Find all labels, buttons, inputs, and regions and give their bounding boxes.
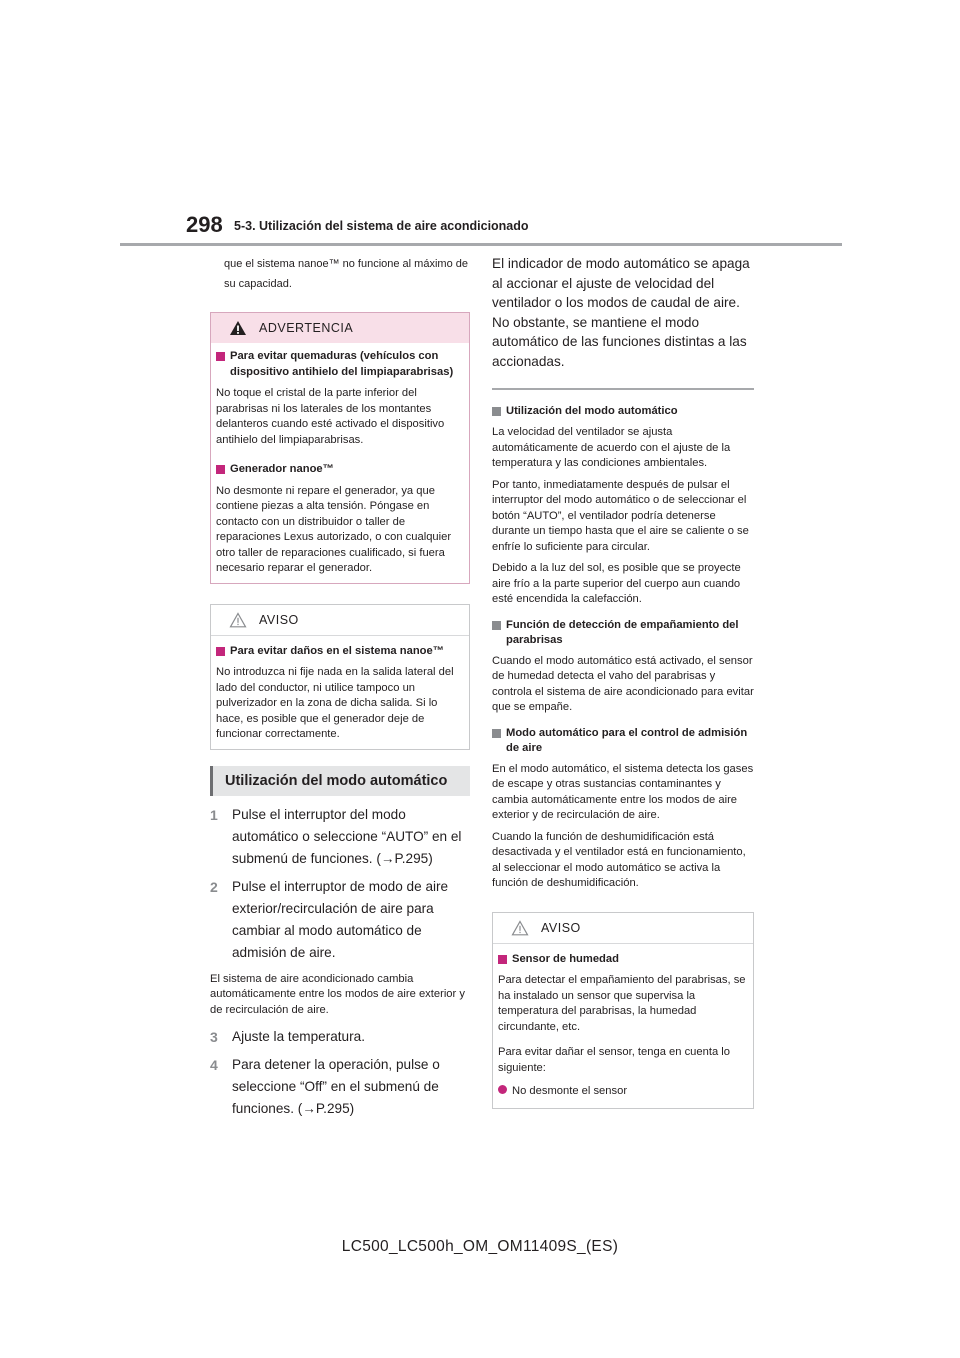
sub2-paragraph: Cuando el modo automático está activado, el sensor de humedad detecta el vaho del parabrisas y controla el sistema de aire acondicionado para evitar que se empañe.: [492, 654, 754, 714]
warning-item1-heading: Para evitar quemaduras (vehículos con dispositivo antihielo del limpiaparabrisas): [216, 349, 464, 380]
step-number: 3: [210, 1029, 218, 1045]
step-item: [210, 1054, 470, 1120]
step-item: [210, 804, 470, 870]
sub1-heading: Utilización del modo automático: [492, 404, 754, 420]
caution-box-right: [492, 912, 754, 1109]
caution-box-body: [493, 944, 753, 1108]
square-bullet-icon: [216, 647, 225, 656]
caution-heading: Para evitar daños en el sistema nanoe™: [216, 644, 464, 660]
warning-box-body: [211, 343, 469, 583]
sub3-paragraph: En el modo automático, el sistema detecta los gases de escape y otras sustancias contaminantes y cambia automáticamente entre los modos de aire exterior y de recirculación de aire.: [492, 762, 754, 822]
footer-code: LC500_LC500h_OM_OM11409S_(ES): [341, 1238, 619, 1255]
caution-box-left: [210, 604, 470, 750]
warning-item2-text: No desmonte ni repare el generador, ya que contiene piezas a alta tensión. Póngase en contacto con un distribuidor o taller de reparaciones Lexus autorizado, o con cualquier otro taller de reparaciones cualificado, si fuera necesario reparar el generador.: [216, 484, 452, 574]
square-bullet-icon: [498, 955, 507, 964]
section-title: Utilización del modo automático: [210, 766, 470, 796]
warning-box-header: [211, 313, 469, 343]
caution-title: AVISO: [541, 920, 581, 935]
caution-paragraph: Para detectar el empañamiento del parabrisas, se ha instalado un sensor que supervisa la temperatura del parabrisas, la humedad circundante, etc.: [498, 974, 746, 1033]
sub1-paragraph: La velocidad del ventilador se ajusta automáticamente de acuerdo con el ajuste de la temperatura y las condiciones ambientales.: [492, 426, 731, 470]
caution-text: No introduzca ni fije nada en la salida lateral del lado del conductor, ni utilice tampoco un pulverizador en la zona de dicha salida. Si lo hace, es posible que el generador deje de funcionar correctamente.: [216, 666, 454, 740]
sub1-paragraph: Debido a la luz del sol, es posible que se proyecte aire frío a la parte superior del cuerpo aun cuando esté encendida la calefacción.: [492, 562, 741, 606]
caution-box-header: [493, 913, 753, 944]
sub1-paragraph: Por tanto, inmediatamente después de pulsar el interruptor del modo automático o de seleccionar el botón “AUTO”, el ventilador podría detenerse durante un tiempo hasta que el aire se caliente o se enfríe lo suficiente para circular.: [492, 478, 749, 553]
step-number: 1: [210, 806, 218, 823]
circle-bullet-icon: [498, 1085, 507, 1094]
square-bullet-icon: [216, 465, 225, 474]
square-bullet-icon: [492, 729, 501, 738]
warning-item2-heading: Generador nanoe™: [216, 462, 464, 478]
step-text: Pulse el interruptor del modo automático o seleccione “AUTO” en el submenú de funciones. (→P.295): [232, 806, 462, 866]
right-column: [492, 254, 754, 1109]
caution-paragraph: Para evitar dañar el sensor, tenga en cuenta lo siguiente:: [498, 1046, 730, 1074]
caution-icon: [229, 612, 247, 628]
square-bullet-icon: [492, 407, 501, 416]
caution-title: AVISO: [259, 612, 299, 627]
steps-list: [210, 804, 470, 964]
step-text: Pulse el interruptor de modo de aire exterior/recirculación de aire para cambiar al modo automático de admisión de aire.: [232, 878, 449, 960]
steps-list-2: [210, 1026, 470, 1120]
warning-item1-text: No toque el cristal de la parte inferior del parabrisas ni los laterales de los montantes delanteros cuando esté activado el dispositivo antihielo del limpiaparabrisas.: [216, 387, 445, 446]
caution-box-header: [211, 605, 469, 636]
square-bullet-icon: [216, 352, 225, 361]
continued-text: que el sistema nanoe™ no funcione al máximo de su capacidad.: [224, 258, 468, 290]
sub3-paragraph: Cuando la función de deshumidificación está desactivada y el ventilador está en funcionamiento, al seleccionar el modo automático se activa la función de deshumidificación.: [492, 830, 746, 890]
square-bullet-icon: [492, 621, 501, 630]
sub3-heading: Modo automático para el control de admisión de aire: [492, 726, 754, 757]
section-header: 5-3. Utilización del sistema de aire acondicionado: [234, 219, 529, 233]
divider: [492, 388, 754, 390]
step-number: 4: [210, 1057, 218, 1073]
step-number: 2: [210, 878, 218, 895]
step-item: [210, 876, 470, 964]
caution-heading: Sensor de humedad: [498, 952, 748, 968]
page-number: 298: [186, 212, 223, 237]
left-column: [210, 254, 470, 1120]
warning-box: [210, 312, 470, 584]
step-item: [210, 1026, 470, 1048]
caution-bullet: No desmonte el sensor: [498, 1084, 748, 1100]
intro-text: El indicador de modo automático se apaga al accionar el ajuste de velocidad del ventilador o los modos de caudal de aire. No obstante, se mantiene el modo automático de las funciones distintas a las accionadas.: [492, 256, 750, 369]
step-text: Para detener la operación, pulse o seleccione “Off” en el submenú de funciones. (→P.295): [232, 1057, 440, 1116]
header-rule: [120, 243, 842, 246]
caution-icon: [511, 920, 529, 936]
step-text: Ajuste la temperatura.: [232, 1029, 365, 1044]
note-text: El sistema de aire acondicionado cambia automáticamente entre los modos de aire exterior y de recirculación de aire.: [210, 972, 465, 1016]
warning-title: ADVERTENCIA: [259, 321, 354, 335]
sub2-heading: Función de detección de empañamiento del parabrisas: [492, 618, 754, 649]
caution-box-body: [211, 636, 469, 749]
warning-icon: [229, 320, 247, 336]
